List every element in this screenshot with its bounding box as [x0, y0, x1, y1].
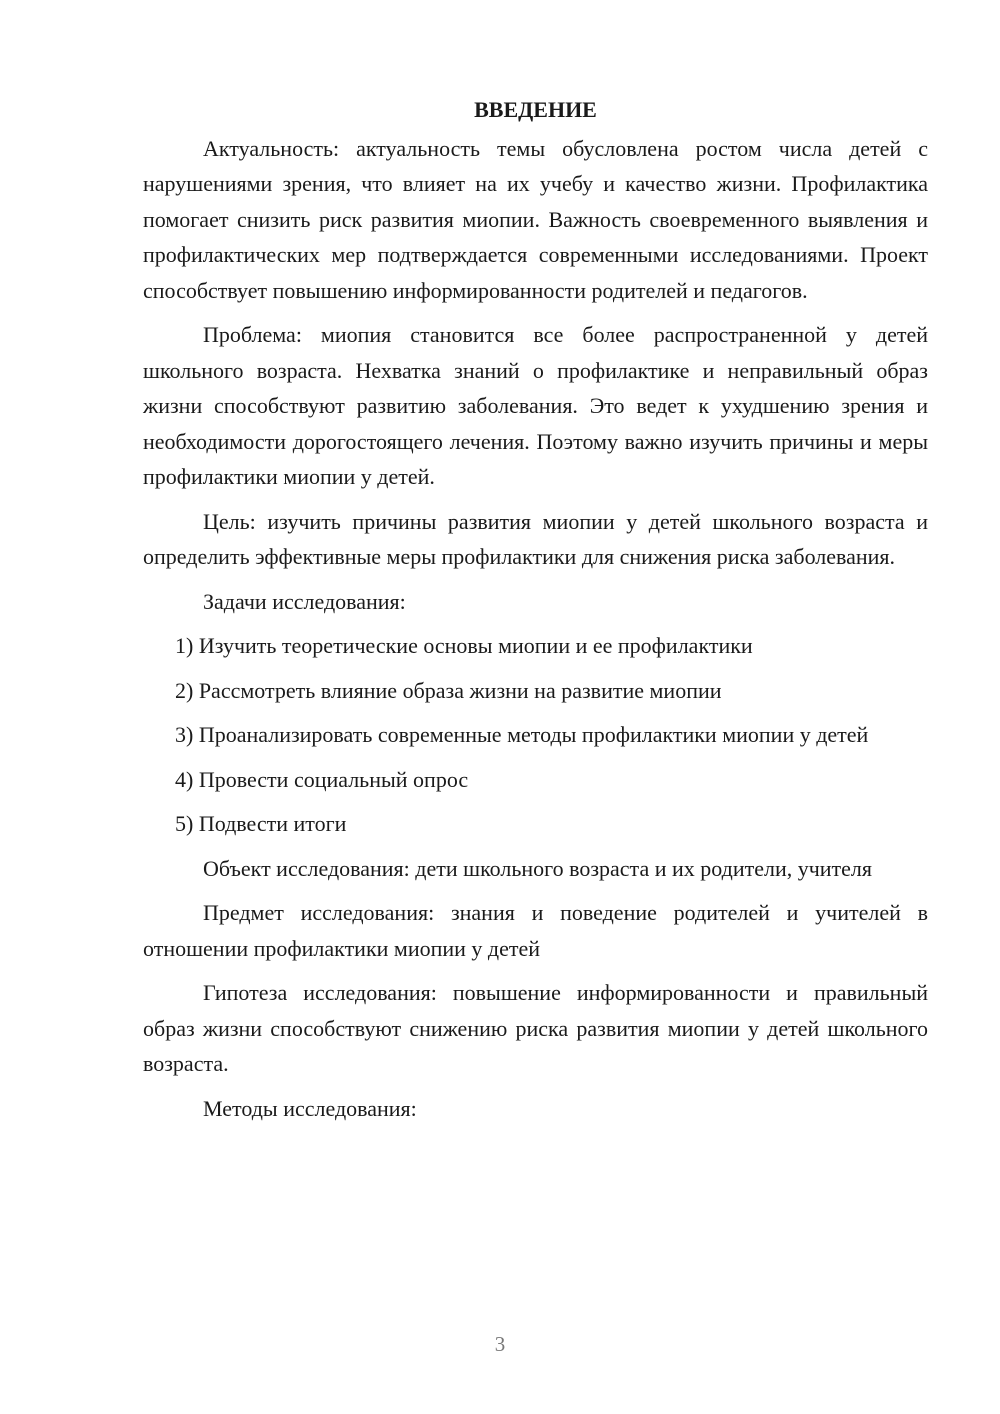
goal-paragraph: Цель: изучить причины развития миопии у детей школьного возраста и определить эффективные меры профилактики для снижения риска заболевания.	[143, 508, 928, 569]
tasks-heading: Задачи исследования:	[203, 588, 406, 614]
page-title: ВВЕДЕНИЕ	[474, 97, 597, 122]
task-item-5: 5) Подвести итоги	[175, 811, 347, 836]
task-item-3: 3) Проанализировать современные методы профилактики миопии у детей	[175, 722, 869, 747]
task-item-2: 2) Рассмотреть влияние образа жизни на развитие миопии	[175, 677, 722, 703]
task-item-4: 4) Провести социальный опрос	[175, 766, 469, 792]
subject-paragraph: Предмет исследования: знания и поведение родителей и учителей в отношении профилактики миопии у детей	[143, 900, 928, 961]
document-page	[143, 92, 928, 1135]
page-number: 3	[494, 1332, 506, 1356]
methods-heading: Методы исследования:	[203, 1095, 417, 1121]
relevance-paragraph: Актуальность: актуальность темы обусловлена ростом числа детей с нарушениями зрения, что влияет на их учебу и качество жизни. Профилактика помогает снизить риск развития миопии. Важность своевременного выявления и профилактических мер подтверждается современными исследованиями. Проект способствует повышению информированности родителей и педагогов.	[143, 135, 928, 303]
object-paragraph: Объект исследования: дети школьного возраста и их родители, учителя	[203, 855, 873, 881]
task-item-1: 1) Изучить теоретические основы миопии и ее профилактики	[175, 633, 753, 658]
hypothesis-paragraph: Гипотеза исследования: повышение информированности и правильный образ жизни способствуют снижению риска развития миопии у детей школьного возраста.	[143, 980, 928, 1076]
problem-paragraph: Проблема: миопия становится все более распространенной у детей школьного возраста. Нехватка знаний о профилактике и неправильный образ жизни способствуют развитию заболевания. Это ведет к ухудшению зрения и необходимости дорогостоящего лечения. Поэтому важно изучить причины и меры профилактики миопии у детей.	[143, 322, 928, 489]
